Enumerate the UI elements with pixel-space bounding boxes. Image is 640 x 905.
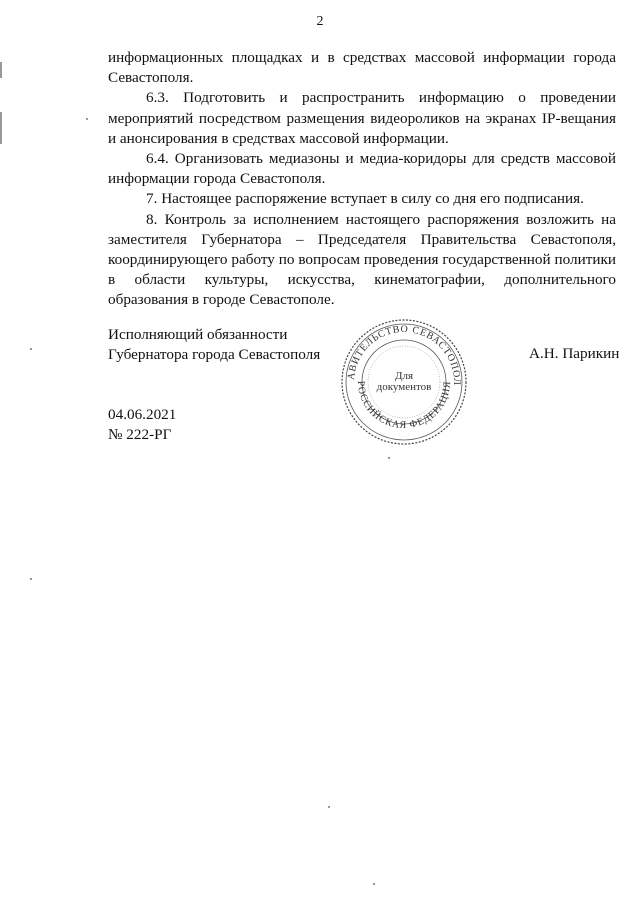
official-seal	[340, 318, 468, 446]
paragraph-6-3: 6.3. Подготовить и распространить информацию о проведении мероприятий посредством размещения видеороликов на экранах IP-вещания и анонсирования в средствах массовой информации.	[108, 89, 616, 147]
scan-speck	[328, 806, 330, 808]
signatory-position-line1: Исполняющий обязанности	[108, 326, 288, 343]
page-number: 2	[316, 14, 324, 29]
seal-ring-top-text: АВИТЕЛЬСТВО СЕВАСТОПОЛ	[345, 323, 463, 386]
signatory-name: А.Н. Парикин	[529, 345, 620, 362]
seal-center-line1: Для	[394, 370, 414, 382]
scan-edge-mark	[0, 112, 2, 144]
document-date: 04.06.2021	[108, 406, 177, 423]
paragraph-8: 8. Контроль за исполнением настоящего распоряжения возложить на заместителя Губернатора – Председателя Правительства Севастополя, координирующего работу по вопросам проведения государственной политики в области культуры, искусства, кинематографии, дополнительного образования в городе Севастополе.	[108, 210, 616, 309]
signatory-position	[108, 325, 320, 365]
seal-center	[340, 318, 468, 446]
paragraph-6-4: 6.4. Организовать медиазоны и медиа-коридоры для средств массовой информации города Севастополя.	[108, 150, 616, 188]
document-number: № 222-РГ	[108, 426, 172, 443]
seal-center-line2: документов	[376, 381, 432, 393]
paragraph-continuation: информационных площадках и в средствах массовой информации города Севастополя.	[108, 49, 616, 87]
scan-speck	[30, 578, 32, 580]
scan-speck	[86, 118, 88, 120]
scan-edge-mark	[0, 62, 2, 78]
scan-speck	[373, 883, 375, 885]
seal-ring-bottom-text: РОССИЙСКАЯ ФЕДЕРАЦИЯ	[354, 380, 454, 432]
scan-speck	[388, 457, 390, 459]
document-meta	[108, 405, 176, 445]
seal-center-text	[377, 371, 432, 393]
signatory-position-line2: Губернатора города Севастополя	[108, 346, 321, 363]
document-body	[108, 48, 616, 311]
scan-speck	[30, 348, 32, 350]
paragraph-7: 7. Настоящее распоряжение вступает в силу со дня его подписания.	[146, 190, 584, 208]
